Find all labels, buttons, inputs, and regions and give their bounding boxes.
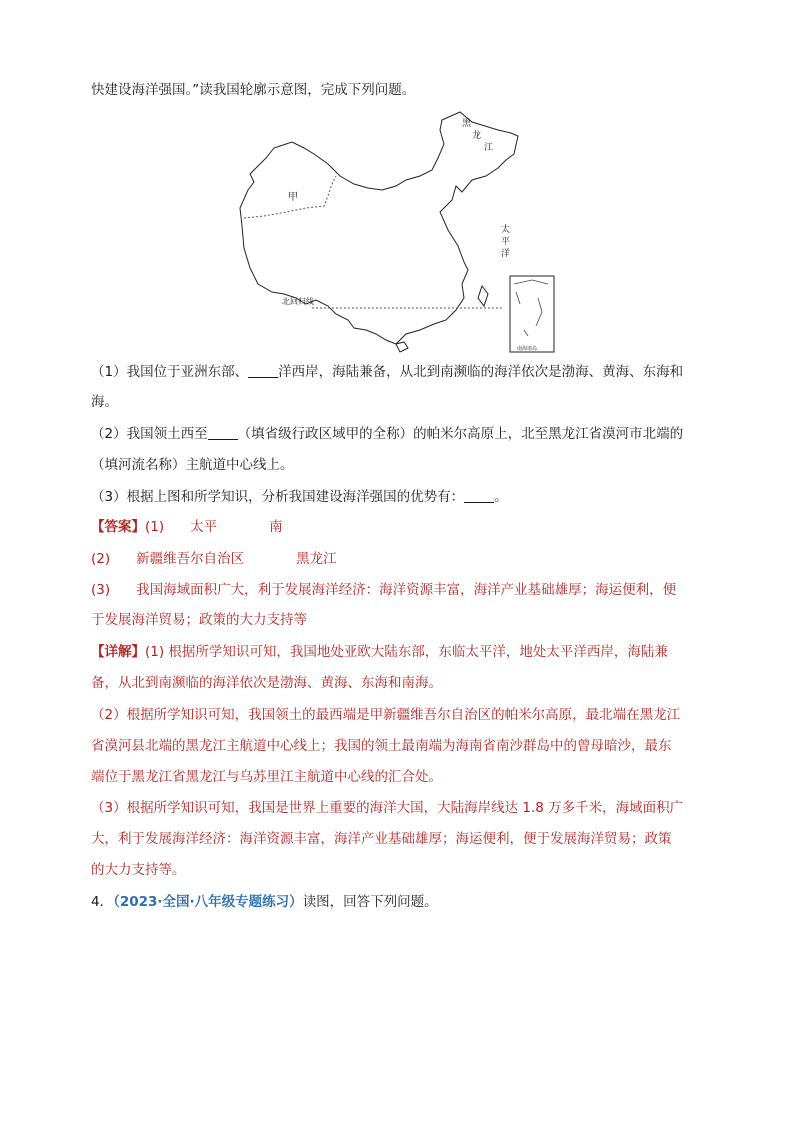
taiwan-island (478, 286, 488, 306)
south-china-sea-inset (510, 276, 554, 352)
map-label-jia: 甲 (288, 192, 298, 203)
answer-line-4: 于发展海洋贸易；政策的大力支持等 (91, 612, 307, 628)
explain-line-7: 大，利于发展海洋经济：海洋资源丰富，海洋产业基础雄厚；海运便利，便于发展海洋贸易；政策 (91, 831, 672, 847)
question-4-header: 4．（2023·全国·八年级专题练习）读图，回答下列问题。 (91, 894, 438, 910)
answer-line-1: 【答案】(1) 太平 南 (91, 519, 283, 535)
answer-tag: 【答案】 (91, 519, 145, 535)
map-label-inset: 南海诸岛 (517, 346, 538, 352)
explain-tag: 【详解】 (91, 644, 145, 660)
hainan-island (396, 342, 408, 352)
answer-blank (248, 363, 278, 378)
map-label-yang: 洋 (501, 249, 511, 259)
map-label-hei: 黑 (462, 119, 472, 129)
question-1-line-1: （1）我国位于亚洲东部、 洋西岸，海陆兼备，从北到南濒临的海洋依次是渤海、黄海、东海和 (91, 364, 684, 380)
intro-text: 快建设海洋强国。”读我国轮廓示意图，完成下列问题。 (91, 82, 416, 98)
map-label-tropic: 北回归线 (282, 297, 314, 306)
question-2-line-2: （填河流名称）主航道中心线上。 (91, 457, 294, 473)
explain-line-5: 端位于黑龙江省黑龙江与乌苏里江主航道中心线的汇合处。 (91, 769, 442, 785)
answer-blank (464, 488, 494, 503)
question-source-link[interactable]: （2023·全国·八年级专题练习） (113, 894, 303, 910)
china-outline-map (236, 108, 556, 356)
answer-line-3: (3) 我国海域面积广大，利于发展海洋经济：海洋资源丰富，海洋产业基础雄厚；海运便利，便 (91, 582, 677, 598)
answer-blank (208, 425, 238, 440)
explain-line-6: （3）根据所学知识可知，我国是世界上重要的海洋大国，大陆海岸线达 1.8 万多千米，海域面积广 (91, 800, 684, 816)
map-label-long: 龙 (472, 131, 482, 141)
explain-line-1: 【详解】(1) 根据所学知识可知，我国地处亚欧大陆东部，东临太平洋，地处太平洋西岸，海陆兼 (91, 644, 668, 660)
map-label-jiang: 江 (484, 143, 494, 153)
question-1-line-2: 海。 (91, 394, 118, 410)
china-border-outline (240, 112, 518, 344)
answer-line-2: (2) 新疆维吾尔自治区 黑龙江 (91, 551, 337, 567)
map-label-ping: 平 (501, 237, 511, 247)
question-2-line-1: （2）我国领土西至 （填省级行政区域甲的全称）的帕米尔高原上，北至黑龙江省漠河市北端的 (91, 426, 684, 442)
map-label-tai: 太 (501, 225, 511, 235)
explain-line-8: 的大力支持等。 (91, 862, 186, 878)
explain-line-2: 备，从北到南濒临的海洋依次是渤海、黄海、东海和南海。 (91, 675, 442, 691)
explain-line-4: 省漠河县北端的黑龙江主航道中心线上；我国的领土最南端为海南省南沙群岛中的曾母暗沙，最东 (91, 738, 672, 754)
explain-line-3: （2）根据所学知识可知，我国领土的最西端是甲新疆维吾尔自治区的帕米尔高原，最北端在黑龙江 (91, 707, 681, 723)
inset-coastline (514, 280, 548, 336)
question-3-line: （3）根据上图和所学知识，分析我国建设海洋强国的优势有： 。 (91, 489, 508, 505)
